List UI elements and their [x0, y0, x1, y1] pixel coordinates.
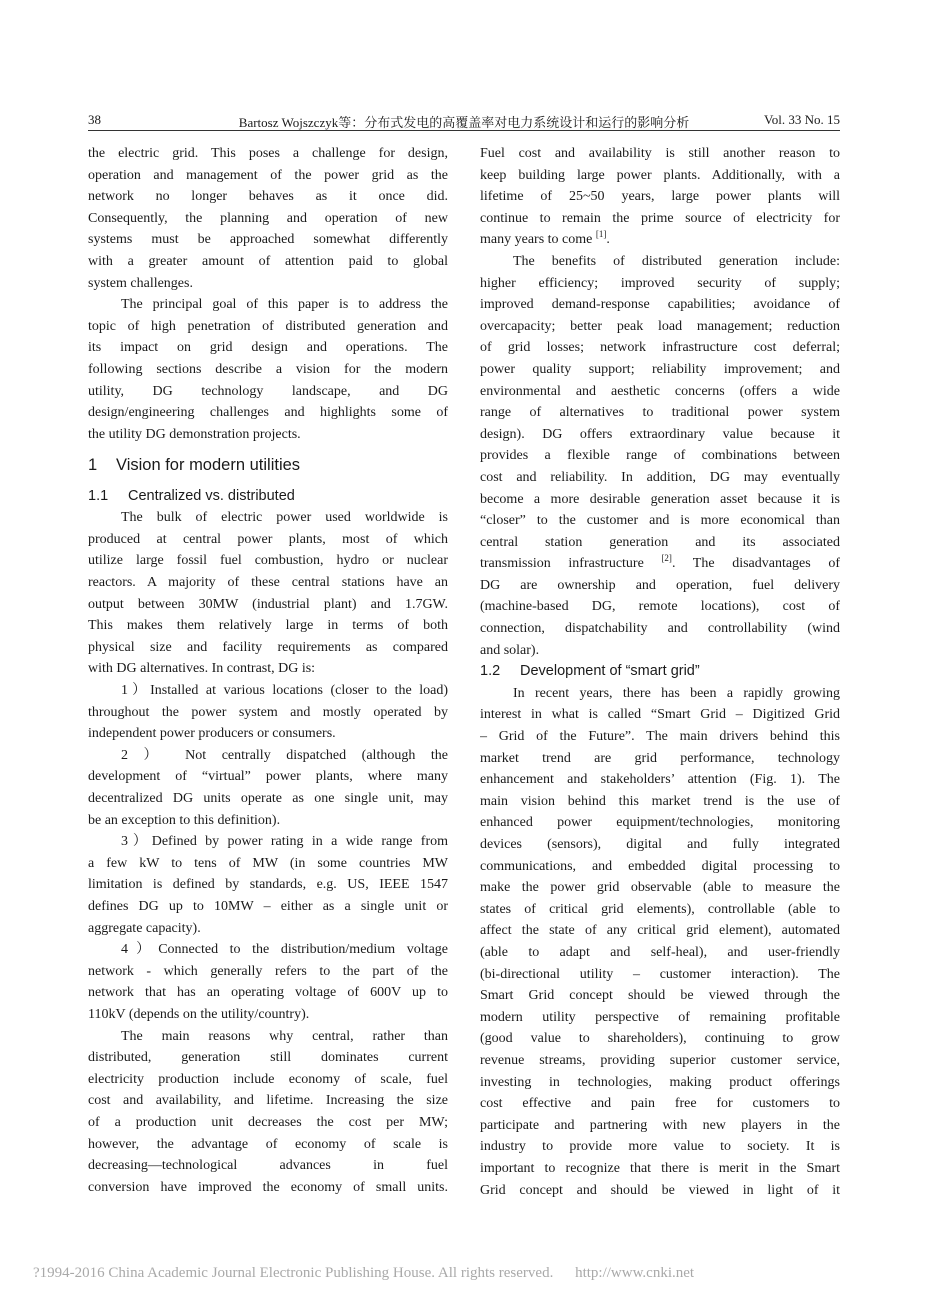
text-line [88, 165, 448, 187]
section-title: Development of “smart grid” [520, 663, 700, 680]
line-text: – Grid of the Future”. The main drivers behind this [480, 729, 840, 745]
line-text: physical size and facility requirements as compared [88, 639, 448, 655]
text-line [480, 877, 840, 899]
line-text: connection, dispatchability and controllability (wind [480, 621, 840, 637]
line-text: distributed, generation still dominates current [88, 1050, 448, 1066]
line-text: systems must be approached somewhat differently [88, 232, 448, 248]
text-line [480, 381, 840, 403]
line-text: limitation is defined by standards, e.g. US, IEEE 1547 [88, 877, 448, 893]
line-text: environmental and aesthetic concerns (offers a wide [480, 383, 840, 399]
text-line [88, 1047, 448, 1069]
text-line [88, 1134, 448, 1156]
line-text: defines DG up to 10MW – either as a single unit or [88, 898, 448, 914]
text-line [480, 510, 840, 532]
text-line [88, 251, 448, 273]
text-line [480, 294, 840, 316]
text-line [88, 939, 448, 961]
line-text: keep building large power plants. Additionally, with a [480, 167, 840, 183]
text-line [480, 402, 840, 424]
text-line [88, 745, 448, 767]
line-text: range of alternatives to traditional power system [480, 405, 840, 421]
text-line [480, 251, 840, 273]
line-text: modern utility perspective of remaining profitable [480, 1009, 840, 1025]
text-line [480, 273, 840, 295]
line-text: central station generation and its associated [480, 534, 840, 550]
line-text: cost and availability, and lifetime. Increasing the size [88, 1093, 448, 1109]
text-line [480, 899, 840, 921]
line-text: produced at central power plants, most of which [88, 531, 448, 547]
citation-ref[interactable]: [1] [595, 229, 607, 240]
line-text: communications, and embedded digital processing to [480, 858, 840, 874]
text-line [480, 424, 840, 446]
text-line [480, 229, 840, 251]
line-text: In recent years, there has been a rapidly growing [513, 685, 840, 701]
text-line [480, 856, 840, 878]
text-line [480, 834, 840, 856]
text-line [480, 1028, 840, 1050]
line-text: power quality support; reliability improvement; and [480, 361, 840, 377]
page-number: 38 [88, 112, 101, 127]
line-text: utilize large fossil fuel combustion, hydro or nuclear [88, 553, 448, 569]
line-text: enhanced power equipment/technologies, monitoring [480, 815, 840, 831]
text-line [480, 467, 840, 489]
text-line [88, 1112, 448, 1134]
text-line [88, 1090, 448, 1112]
line-text: continue to remain the prime source of electricity for [480, 210, 840, 226]
text-line [88, 143, 448, 165]
line-text: interest in what is called “Smart Grid – Digitized Grid [480, 707, 840, 723]
text-line [480, 316, 840, 338]
text-line [88, 1155, 448, 1177]
line-text: following sections describe a vision for the modern [88, 361, 448, 377]
line-text: with DG alternatives. In contrast, DG is: [88, 661, 316, 677]
text-line [88, 507, 448, 529]
text-line [88, 337, 448, 359]
line-text: Grid concept and should be viewed in light of it [480, 1182, 840, 1198]
text-line [88, 294, 448, 316]
text-line [480, 575, 840, 597]
line-text: network - which generally refers to the part of the [88, 963, 448, 979]
line-text: “closer” to the customer and is more economical than [480, 513, 840, 529]
line-text: aggregate capacity). [88, 920, 201, 936]
line-text: participate and partnering with new players in the [480, 1117, 840, 1133]
text-line [88, 186, 448, 208]
line-text: and solar). [480, 642, 540, 658]
running-title: Bartosz Wojszczyk等：分布式发电的高覆盖率对电力系统设计和运行的影响分析 [238, 115, 690, 130]
line-text: the electric grid. This poses a challenge for design, [88, 146, 448, 161]
text-line [88, 874, 448, 896]
text-line [480, 920, 840, 942]
line-text: . [606, 232, 610, 248]
text-line [480, 1072, 840, 1094]
text-line [88, 982, 448, 1004]
line-text: many years to come [480, 232, 596, 248]
line-text: 4）Connected to the distribution/medium voltage [121, 942, 448, 958]
line-text: decentralized DG units operate as one single unit, may [88, 791, 448, 806]
volume-issue: Vol. 33 No. 15 [764, 112, 840, 127]
line-text: throughout the power system and mostly operated by [88, 704, 448, 720]
text-line [88, 810, 448, 832]
text-line [88, 594, 448, 616]
text-line [480, 445, 840, 467]
text-line [480, 337, 840, 359]
text-line [88, 381, 448, 403]
line-text: be an exception to this definition). [88, 812, 281, 828]
line-text: This makes them relatively large in terms of both [88, 618, 448, 634]
text-line [480, 143, 840, 165]
line-text: The benefits of distributed generation include: [513, 253, 840, 269]
text-line [88, 766, 448, 788]
text-line [88, 637, 448, 659]
text-line [88, 550, 448, 572]
line-text: output between 30MW (industrial plant) and 1.7GW. [88, 596, 448, 612]
text-line [88, 529, 448, 551]
line-text: (good value to shareholders), continuing to grow [480, 1031, 840, 1047]
text-line [88, 229, 448, 251]
line-text: however, the advantage of economy of scale is [88, 1136, 448, 1152]
text-line [88, 359, 448, 381]
text-line [88, 918, 448, 940]
text-line [480, 769, 840, 791]
text-line [88, 1069, 448, 1091]
line-text: . The disadvantages of [671, 556, 840, 572]
text-line [480, 359, 840, 381]
text-line [88, 615, 448, 637]
line-text: the utility DG demonstration projects. [88, 426, 301, 442]
text-line [480, 1050, 840, 1072]
text-line [88, 961, 448, 983]
text-line [480, 812, 840, 834]
line-text: Consequently, the planning and operation of new [88, 210, 448, 226]
line-text: states of critical grid elements), controllable (able to [480, 901, 840, 917]
line-text: development of “virtual” power plants, where many [88, 769, 448, 785]
line-text: The main reasons why central, rather than [121, 1028, 448, 1044]
text-line [88, 702, 448, 724]
text-line [88, 788, 448, 810]
line-text: The bulk of electric power used worldwide is [121, 510, 448, 526]
line-text: become a more desirable generation asset because it is [480, 491, 840, 507]
line-text: DG are ownership and operation, fuel delivery [480, 577, 840, 593]
text-line [480, 1136, 840, 1158]
section-heading [88, 486, 448, 508]
line-text: important to recognize that there is merit in the Smart [480, 1160, 840, 1176]
line-text: 110kV (depends on the utility/country). [88, 1006, 310, 1022]
text-line [480, 1115, 840, 1137]
left-column [88, 143, 448, 1198]
section-number: 1 [88, 455, 98, 474]
line-text: transmission infrastructure [480, 556, 662, 572]
line-text: a few kW to tens of MW (in some countries MW [88, 855, 448, 871]
line-text: with a greater amount of attention paid to global [88, 253, 448, 269]
text-line [480, 748, 840, 770]
text-line [88, 1004, 448, 1026]
text-line [480, 532, 840, 554]
text-line [480, 1180, 840, 1202]
line-text: decreasing—technological advances in fuel [88, 1158, 448, 1174]
text-line [88, 680, 448, 702]
text-line [480, 208, 840, 230]
section-title: Vision for modern utilities [116, 455, 301, 474]
line-text: higher efficiency; improved security of supply; [480, 275, 840, 291]
line-text: network no longer behaves as it once did. [88, 189, 448, 205]
line-text: cost effective and pain free for customers to [480, 1096, 840, 1112]
line-text: conversion have improved the economy of small units. [88, 1179, 448, 1195]
text-line [480, 186, 840, 208]
right-column [480, 143, 840, 1201]
text-line [88, 723, 448, 745]
line-text: network that has an operating voltage of 600V up to [88, 985, 448, 1001]
text-line [480, 726, 840, 748]
line-text: 2 ） Not centrally dispatched (although the [121, 747, 448, 763]
line-text: industry to provide more value to society. It is [480, 1139, 840, 1155]
line-text: independent power producers or consumers. [88, 726, 336, 742]
text-line [88, 1177, 448, 1199]
text-line [480, 1093, 840, 1115]
line-text: enhancement and stakeholders’ attention (Fig. 1). The [480, 772, 840, 788]
line-text: affect the state of any critical grid element), automated [480, 923, 840, 939]
line-text: topic of high penetration of distributed generation and [88, 318, 448, 334]
text-line [480, 791, 840, 813]
line-text: (bi-directional utility – customer interaction). The [480, 966, 840, 982]
text-line [88, 273, 448, 295]
line-text: design/engineering challenges and highlights some of [88, 405, 448, 421]
line-text: provides a flexible range of combinations between [480, 448, 840, 464]
line-text: cost and reliability. In addition, DG may eventually [480, 469, 840, 485]
text-line [480, 640, 840, 662]
line-text: The principal goal of this paper is to address the [121, 297, 448, 313]
line-text: (able to adapt and self-heal), and user-friendly [480, 944, 840, 960]
line-text: main vision behind this market trend is the use of [480, 793, 840, 809]
citation-ref[interactable]: [2] [661, 553, 672, 564]
text-line [88, 402, 448, 424]
footer [33, 1265, 694, 1282]
text-line [480, 683, 840, 705]
text-line [480, 1158, 840, 1180]
line-text: utility, DG technology landscape, and DG [88, 383, 448, 399]
line-text: electricity production include economy of scale, fuel [88, 1071, 448, 1087]
line-text: reactors. A majority of these central stations have an [88, 575, 448, 591]
text-line [88, 831, 448, 853]
line-text: lifetime of 25~50 years, large power plants will [480, 189, 840, 205]
line-text: its impact on grid design and operations. The [88, 340, 448, 356]
line-text: of grid losses; network infrastructure cost deferral; [480, 340, 840, 356]
text-line [480, 1007, 840, 1029]
line-text: operation and management of the power grid as the [88, 167, 448, 183]
line-text: Fuel cost and availability is still another reason to [480, 146, 840, 161]
text-line [88, 1026, 448, 1048]
text-line [88, 316, 448, 338]
text-line [88, 572, 448, 594]
text-line [88, 658, 448, 680]
line-text: devices (sensors), digital and fully integrated [480, 837, 840, 852]
text-line [480, 942, 840, 964]
text-line [88, 424, 448, 446]
line-text: system challenges. [88, 275, 193, 291]
line-text: make the power grid observable (able to measure the [480, 880, 840, 896]
line-text: investing in technologies, making product offerings [480, 1074, 840, 1090]
text-line [480, 704, 840, 726]
running-header [88, 110, 840, 131]
text-line [480, 618, 840, 640]
section-heading [480, 661, 840, 683]
text-line [480, 553, 840, 575]
text-line [480, 596, 840, 618]
text-line [88, 208, 448, 230]
line-text: 1）Installed at various locations (closer to the load) [121, 683, 448, 699]
text-line [480, 985, 840, 1007]
section-heading [88, 455, 448, 477]
copyright-notice: ?1994-2016 China Academic Journal Electronic Publishing House. All rights reserved. [33, 1265, 554, 1281]
text-line [88, 853, 448, 875]
line-text: design). DG offers extraordinary value because it [480, 426, 840, 442]
line-text: (machine-based DG, remote locations), cost of [480, 599, 840, 615]
footer-url[interactable]: http://www.cnki.net [575, 1265, 695, 1281]
section-title: Centralized vs. distributed [128, 487, 295, 504]
line-text: 3）Defined by power rating in a wide range from [121, 834, 448, 850]
section-number: 1.1 [88, 487, 109, 504]
line-text: revenue streams, providing superior customer service, [480, 1052, 840, 1068]
line-text: Smart Grid concept should be viewed through the [480, 988, 840, 1004]
text-line [88, 896, 448, 918]
text-line [480, 964, 840, 986]
line-text: of a production unit decreases the cost per MW; [88, 1114, 448, 1130]
section-number: 1.2 [480, 663, 501, 680]
line-text: market trend are grid performance, technology [480, 750, 840, 766]
text-line [480, 165, 840, 187]
line-text: overcapacity; better peak load management; reduction [480, 318, 840, 334]
text-line [480, 489, 840, 511]
line-text: improved demand-response capabilities; avoidance of [480, 297, 840, 313]
